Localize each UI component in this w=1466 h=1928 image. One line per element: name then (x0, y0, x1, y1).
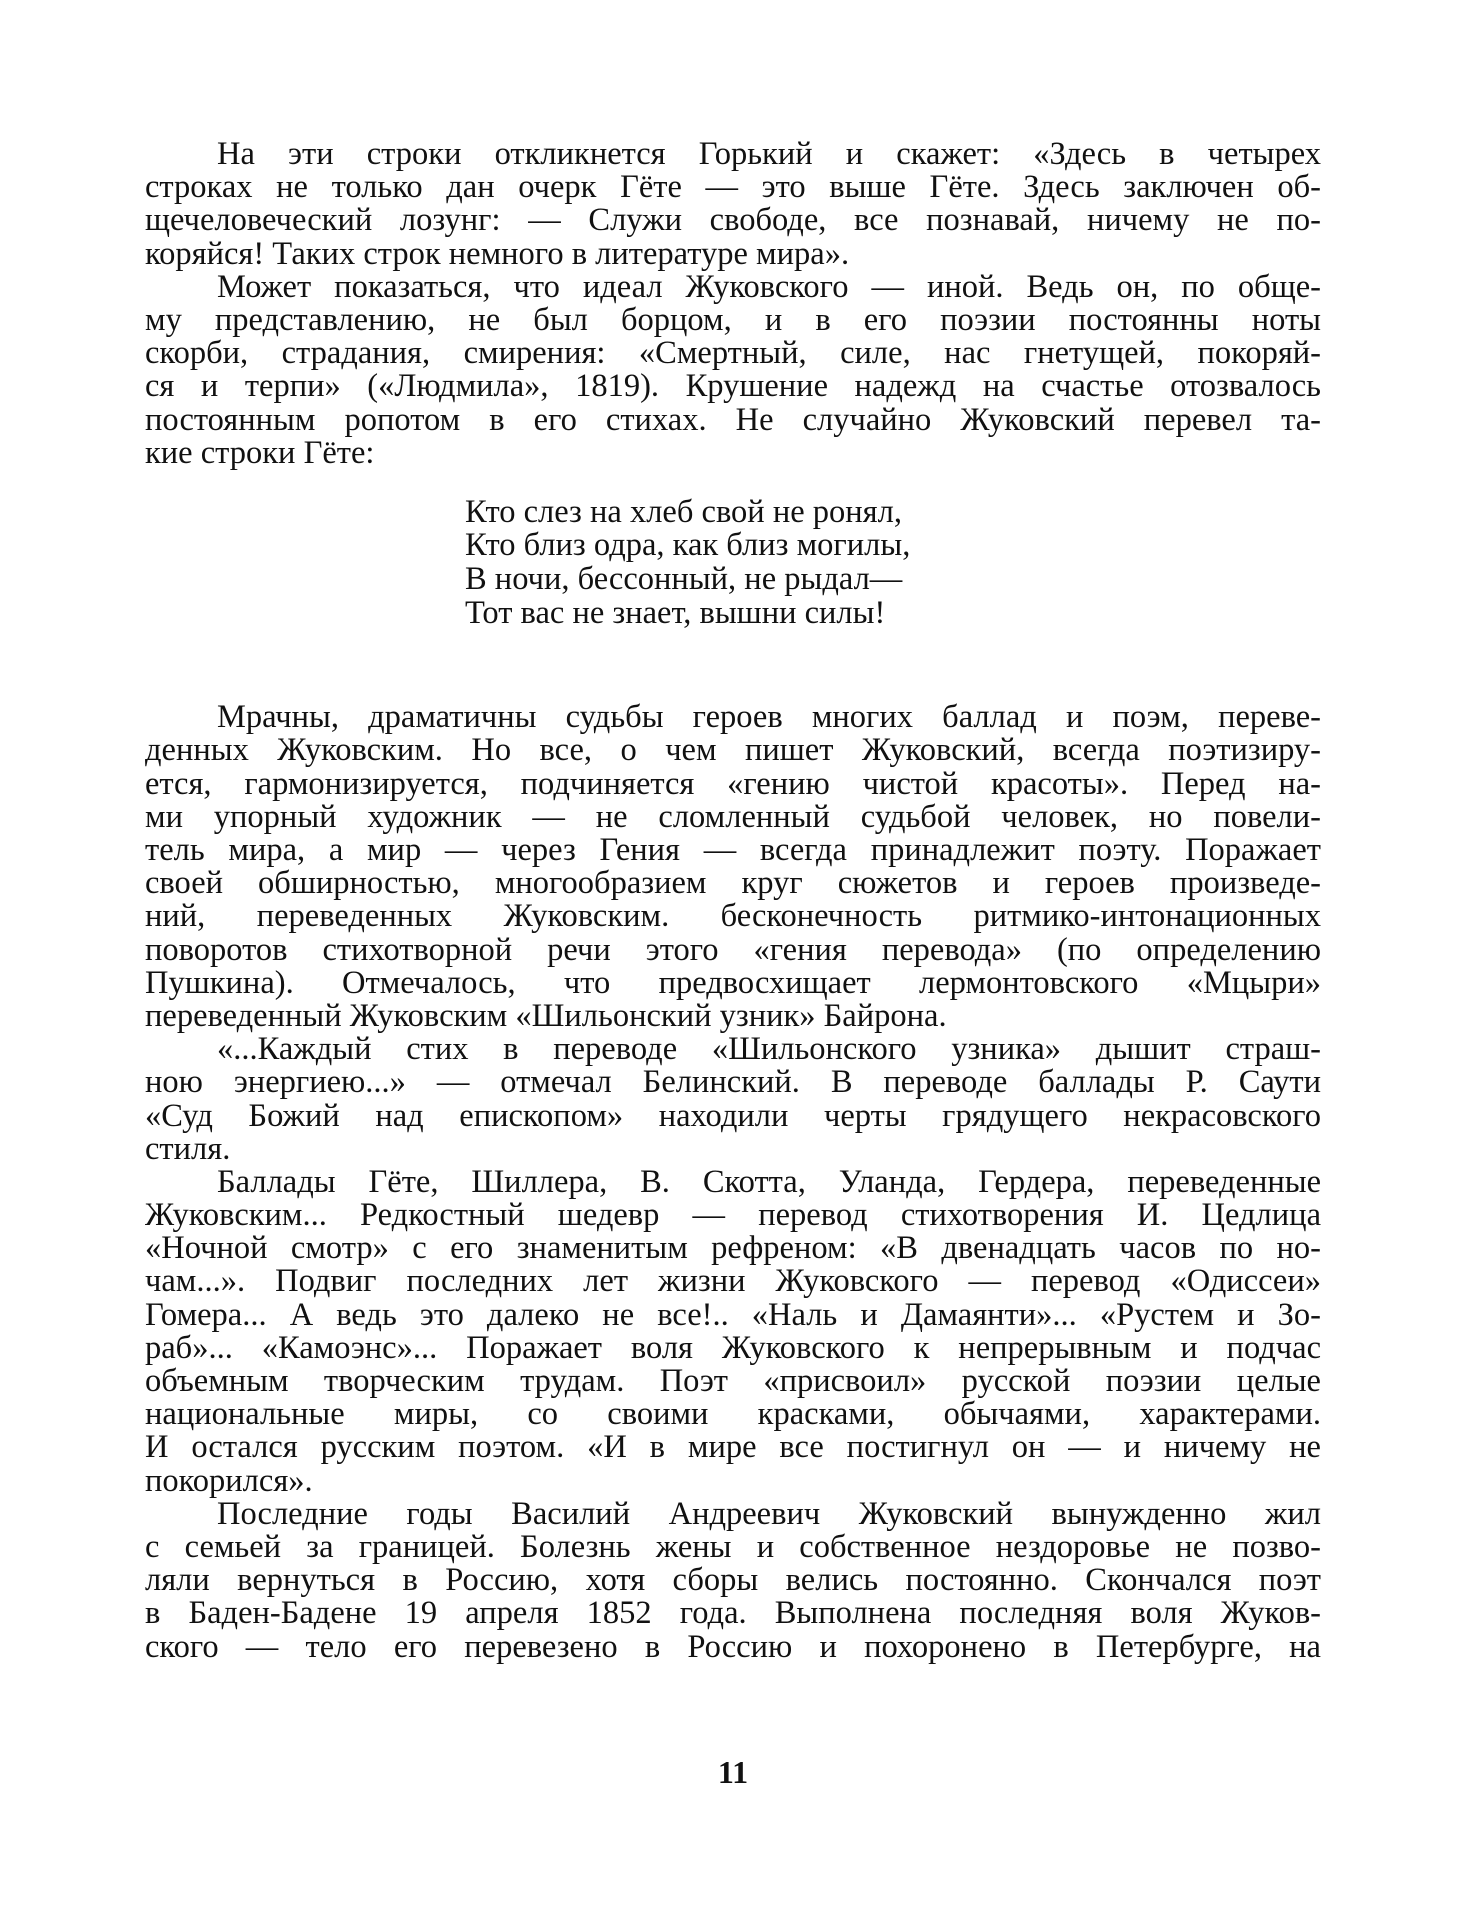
paragraph-last-years (145, 1495, 1321, 1665)
paragraph-ideal (145, 268, 1321, 471)
poem-quote (145, 493, 1321, 631)
text-line: Пушкина). Отмечалось, что предвосхищает лермонтовского «Мцыри» (145, 964, 1321, 1001)
text-line: поворотов стихотворной речи этого «гения перевода» (по определению (145, 931, 1321, 968)
text-line: строках не только дан очерк Гёте — это выше Гёте. Здесь заключен об- (145, 169, 1321, 206)
poem-line: Тот вас не знает, вышни силы! (465, 594, 886, 631)
text-line: объемным творческим трудам. Поэт «присвоил» русской поэзии целые (145, 1363, 1321, 1399)
text-line: коряйся! Таких строк немного в литературе мира». (145, 235, 850, 272)
poem-line: Кто близ одра, как близ могилы, (465, 527, 911, 564)
text-line: чам...». Подвиг последних лет жизни Жуковского — перевод «Одиссеи» (145, 1263, 1321, 1300)
paragraph-gorky-quote (145, 138, 1321, 271)
text-line: «Ночной смотр» с его знаменитым рефреном: «В двенадцать часов по но- (145, 1230, 1321, 1267)
paragraph-ballads (145, 701, 1321, 1033)
text-line: Баллады Гёте, Шиллера, В. Скотта, Уланда, Гердера, переведенные (217, 1163, 1321, 1200)
text-line: На эти строки откликнется Горький и скажет: «Здесь в четырех (217, 136, 1321, 172)
poem-line: В ночи, бессонный, не рыдал— (465, 561, 903, 598)
text-line: «...Каждый стих в переводе «Шильонского узника» дышит страш- (217, 1031, 1321, 1068)
text-line: стиля. (145, 1130, 231, 1167)
text-line: «Суд Божий над епископом» находили черты грядущего некрасовского (145, 1097, 1321, 1134)
text-line: ся и терпи» («Людмила», 1819). Крушение надежд на счастье отозвалось (145, 368, 1321, 405)
text-line: И остался русским поэтом. «И в мире все постигнул он — и ничему не (145, 1429, 1321, 1466)
text-line: ною энергиею...» — отмечал Белинский. В переводе баллады Р. Саути (145, 1064, 1321, 1101)
document-body (145, 138, 1321, 1664)
text-line: скорби, страдания, смирения: «Смертный, силе, нас гнетущей, покоряй- (145, 335, 1321, 372)
paragraph-belinsky (145, 1033, 1321, 1166)
text-line: с семьей за границей. Болезнь жены и собственное нездоровье не позво- (145, 1528, 1321, 1565)
text-line: щечеловеческий лозунг: — Служи свободе, все познавай, ничему не по- (145, 202, 1321, 239)
text-line: раб»... «Камоэнс»... Поражает воля Жуковского к непрерывным и подчас (145, 1329, 1321, 1366)
text-line: своей обширностью, многообразием круг сюжетов и героев произведе- (145, 865, 1321, 902)
text-line: постоянным ропотом в его стихах. Не случайно Жуковский перевел та- (145, 401, 1321, 438)
text-line: в Баден-Бадене 19 апреля 1852 года. Выполнена последняя воля Жуков- (145, 1595, 1321, 1632)
paragraph-translations (145, 1163, 1321, 1499)
text-line: тель мира, а мир — через Гения — всегда принадлежит поэту. Поражает (145, 832, 1321, 868)
text-line: Гомера... А ведь это далеко не все!.. «Наль и Дамаянти»... «Рустем и Зо- (145, 1296, 1321, 1333)
text-line: Последние годы Василий Андреевич Жуковский вынужденно жил (217, 1495, 1321, 1532)
text-line: кие строки Гёте: (145, 434, 375, 471)
text-line: денных Жуковским. Но все, о чем пишет Жуковский, всегда поэтизиру- (145, 732, 1321, 769)
text-line: му представлению, не был борцом, и в его поэзии постоянны ноты (145, 301, 1321, 338)
text-line: Мрачны, драматичны судьбы героев многих баллад и поэм, переве- (217, 699, 1321, 736)
text-line: ляли вернуться в Россию, хотя сборы велись постоянно. Скончался поэт (145, 1562, 1321, 1599)
text-line: Может показаться, что идеал Жуковского — иной. Ведь он, по обще- (217, 268, 1321, 305)
text-line: ского — тело его перевезено в Россию и похоронено в Петербурге, на (145, 1628, 1321, 1665)
text-line: ми упорный художник — не сломленный судьбой человек, но повели- (145, 798, 1321, 835)
text-line: ний, переведенных Жуковским. бесконечность ритмико-интонационных (145, 898, 1321, 935)
text-line: покорился». (145, 1462, 313, 1499)
text-line: ется, гармонизируется, подчиняется «гению чистой красоты». Перед на- (145, 765, 1321, 802)
text-line: переведенный Жуковским «Шильонский узник» Байрона. (145, 997, 947, 1034)
text-line: Жуковским... Редкостный шедевр — перевод стихотворения И. Цедлица (145, 1197, 1321, 1234)
text-line: национальные миры, со своими красками, обычаями, характерами. (145, 1396, 1321, 1433)
section-gap (145, 630, 1321, 701)
page-number: 11 (717, 1754, 749, 1790)
poem-line: Кто слез на хлеб свой не ронял, (465, 493, 902, 530)
